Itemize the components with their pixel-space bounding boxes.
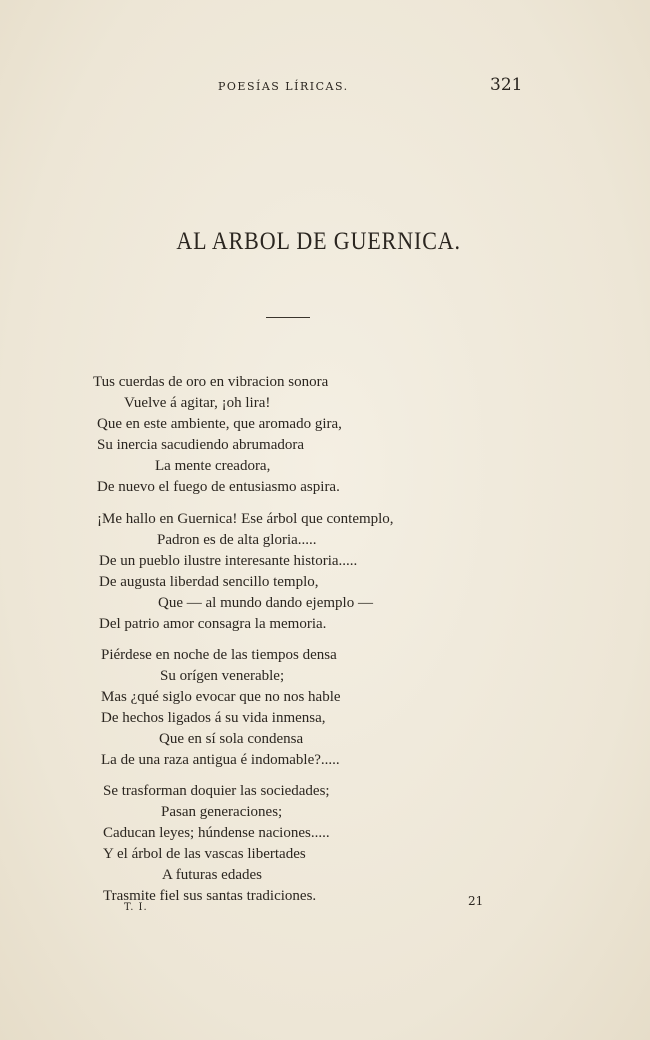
sheet-number: 21 <box>468 894 484 908</box>
verse-line: De un pueblo ilustre interesante historia..... <box>99 553 358 569</box>
verse-line: Tus cuerdas de oro en vibracion sonora <box>93 374 329 390</box>
page-number: 321 <box>490 75 523 95</box>
running-head: POESÍAS LÍRICAS. <box>218 80 349 93</box>
verse-line: A futuras edades <box>162 867 262 883</box>
title-divider <box>266 317 310 318</box>
verse-line: Que en este ambiente, que aromado gira, <box>97 416 342 432</box>
verse-line: Se trasforman doquier las sociedades; <box>103 783 330 799</box>
poem-title: AL ARBOL DE GUERNICA. <box>176 228 461 255</box>
verse-line: Y el árbol de las vascas libertades <box>103 846 306 862</box>
verse-line: De nuevo el fuego de entusiasmo aspira. <box>97 479 340 495</box>
verse-line: Del patrio amor consagra la memoria. <box>99 616 327 632</box>
signature-mark: T. I. <box>124 902 148 913</box>
verse-line: La mente creadora, <box>155 458 271 474</box>
verse-line: La de una raza antigua é indomable?..... <box>101 752 340 768</box>
verse-line: Padron es de alta gloria..... <box>157 532 317 548</box>
verse-line: ¡Me hallo en Guernica! Ese árbol que contemplo, <box>97 511 394 527</box>
verse-line: Piérdese en noche de las tiempos densa <box>101 647 337 663</box>
verse-line: Su orígen venerable; <box>160 668 285 684</box>
verse-line: Que — al mundo dando ejemplo — <box>158 595 373 611</box>
verse-line: Su inercia sacudiendo abrumadora <box>97 437 305 453</box>
verse-line: De hechos ligados á su vida inmensa, <box>101 710 326 726</box>
verse-line: Mas ¿qué siglo evocar que no nos hable <box>101 689 341 705</box>
verse-line: Pasan generaciones; <box>161 804 283 820</box>
verse-line: Vuelve á agitar, ¡oh lira! <box>124 395 271 411</box>
verse-line: Trasmite fiel sus santas tradiciones. <box>103 888 317 904</box>
verse-line: Que en sí sola condensa <box>159 731 304 747</box>
verse-line: Caducan leyes; húndense naciones..... <box>103 825 330 841</box>
verse-line: De augusta liberdad sencillo templo, <box>99 574 319 590</box>
